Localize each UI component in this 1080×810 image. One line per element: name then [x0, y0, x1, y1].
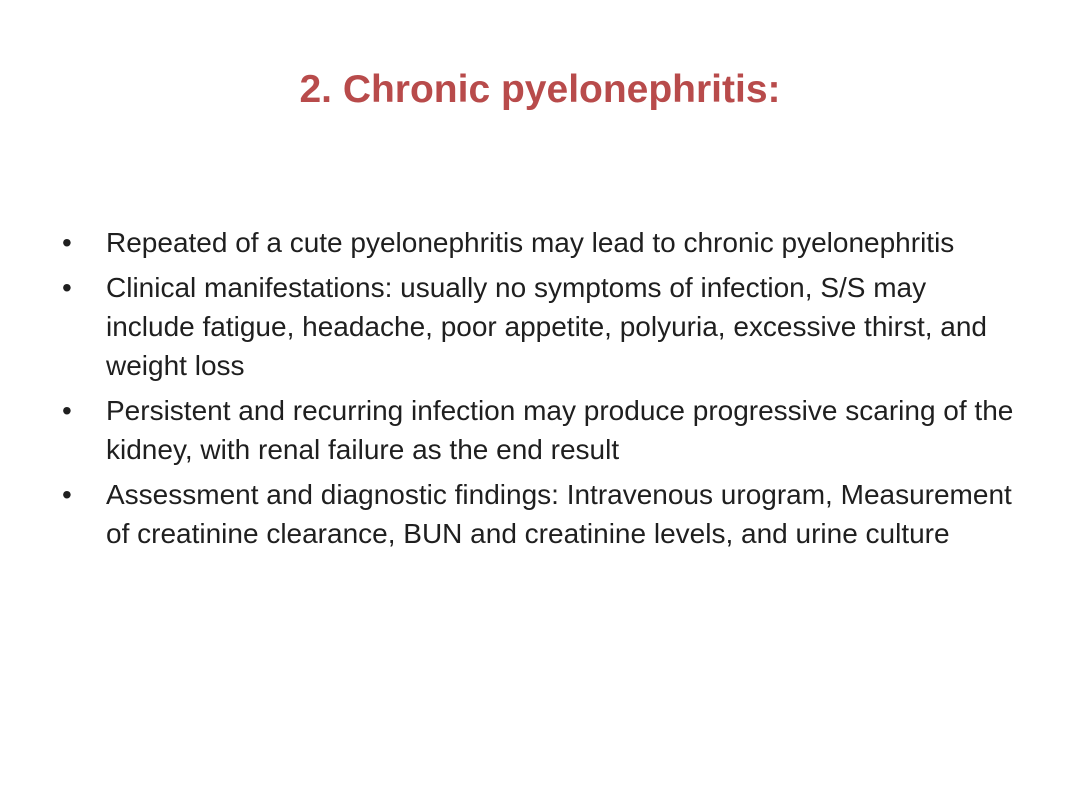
bullet-item: [62, 475, 1022, 553]
bullet-item: [62, 223, 1022, 262]
bullet-text: Persistent and recurring infection may produce progressive scaring of the kidney, with renal failure as the end result: [106, 395, 1014, 465]
bullet-icon: •: [62, 227, 72, 258]
bullet-item: [62, 391, 1022, 469]
bullet-icon: •: [62, 272, 72, 303]
bullet-list: [62, 223, 1022, 559]
slide-title: 2. Chronic pyelonephritis:: [299, 68, 781, 111]
bullet-text: Clinical manifestations: usually no symptoms of infection, S/S may include fatigue, headache, poor appetite, polyuria, excessive thirst, and weight loss: [106, 272, 988, 381]
bullet-item: [62, 268, 1022, 385]
bullet-text: Assessment and diagnostic findings: Intravenous urogram, Measurement of creatinine clearance, BUN and creatinine levels, and urine culture: [106, 479, 1012, 549]
bullet-icon: •: [62, 479, 72, 510]
bullet-text: Repeated of a cute pyelonephritis may lead to chronic pyelonephritis: [106, 227, 955, 258]
bullet-icon: •: [62, 395, 72, 426]
